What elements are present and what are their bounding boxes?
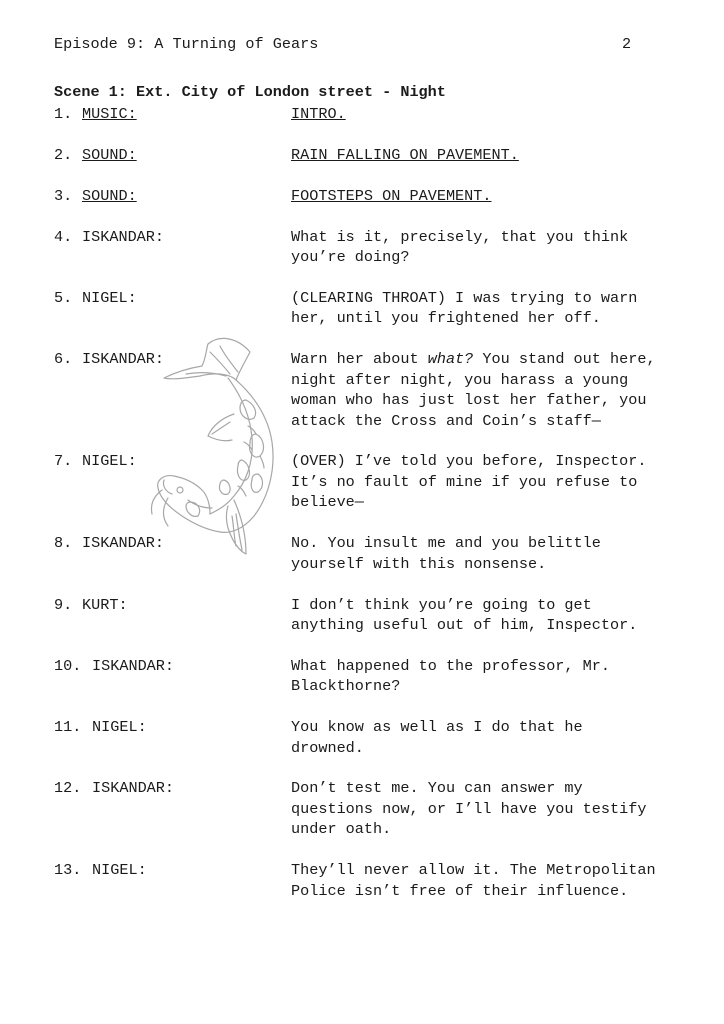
line-speaker: ISKANDAR: [82, 534, 165, 553]
line-text: You know as well as I do that he drowned. [291, 718, 583, 757]
page-number: 2 [622, 35, 632, 53]
line-number: 4. [54, 227, 73, 246]
line-number: 12. [54, 779, 82, 798]
line-text [291, 349, 681, 431]
script-line [54, 349, 694, 431]
line-speaker: NIGEL: [92, 718, 147, 737]
line-text: I don’t think you’re going to get anything useful out of him, Inspector. [291, 595, 638, 634]
line-number: 5. [54, 289, 73, 308]
line-text: They’ll never allow it. The Metropolitan Police isn’t free of their influence. [291, 861, 656, 900]
line-speaker: SOUND: [82, 145, 137, 164]
line-number: 7. [54, 452, 73, 471]
line-text: INTRO. [291, 105, 346, 123]
episode-title: Episode 9: A Turning of Gears [54, 35, 319, 53]
line-text: What is it, precisely, that you think you’re doing? [291, 227, 629, 267]
script-line [54, 104, 694, 124]
script-line [54, 860, 694, 901]
line-text: (CLEARING THROAT) I was trying to warn her, until you frightened her off. [291, 289, 638, 328]
line-text: (OVER) I’ve told you before, Inspector. It’s no fault of mine if you refuse to believe— [291, 452, 647, 512]
script-line [54, 288, 694, 329]
line-text: Don’t test me. You can answer my questions now, or I’ll have you testify under oath. [291, 779, 647, 839]
line-text-emphasis: what? [427, 350, 474, 369]
script-line [54, 186, 694, 206]
line-speaker: SOUND: [82, 186, 137, 205]
line-speaker: ISKANDAR: [92, 656, 175, 675]
script-line [54, 717, 694, 758]
line-number: 3. [54, 186, 73, 205]
line-text: No. You insult me and you belittle yourself with this nonsense. [291, 534, 601, 573]
line-number: 9. [54, 595, 73, 614]
line-speaker: ISKANDAR: [82, 227, 165, 246]
line-text-part: You stand out here, night after night, you harass a young woman who has just lost her father, you attack the Cross and Coin’s staff— [291, 350, 656, 430]
line-text: What happened to the professor, Mr. Blackthorne? [291, 656, 610, 696]
line-text: RAIN FALLING ON PAVEMENT. [291, 145, 519, 164]
line-text: FOOTSTEPS ON PAVEMENT. [291, 186, 492, 205]
script-lines [54, 104, 694, 921]
line-speaker: MUSIC: [82, 105, 137, 123]
line-number: 8. [54, 534, 73, 553]
script-line [54, 227, 694, 268]
script-line [54, 533, 694, 574]
line-number: 6. [54, 350, 73, 369]
line-number: 2. [54, 145, 73, 164]
line-number: 11. [54, 718, 82, 737]
line-speaker: ISKANDAR: [82, 350, 165, 369]
line-speaker: NIGEL: [92, 861, 147, 880]
script-line [54, 145, 694, 165]
line-number: 10. [54, 656, 82, 675]
line-speaker: NIGEL: [82, 289, 137, 308]
script-line [54, 656, 694, 697]
line-speaker: NIGEL: [82, 452, 137, 471]
line-speaker: ISKANDAR: [92, 779, 175, 798]
script-line [54, 595, 694, 636]
scene-heading: Scene 1: Ext. City of London street - Night [54, 83, 446, 101]
line-number: 1. [54, 105, 73, 123]
line-speaker: KURT: [82, 595, 128, 614]
line-number: 13. [54, 861, 82, 880]
script-line [54, 451, 694, 512]
line-text-part: Warn her about [291, 350, 428, 369]
script-line [54, 778, 694, 839]
